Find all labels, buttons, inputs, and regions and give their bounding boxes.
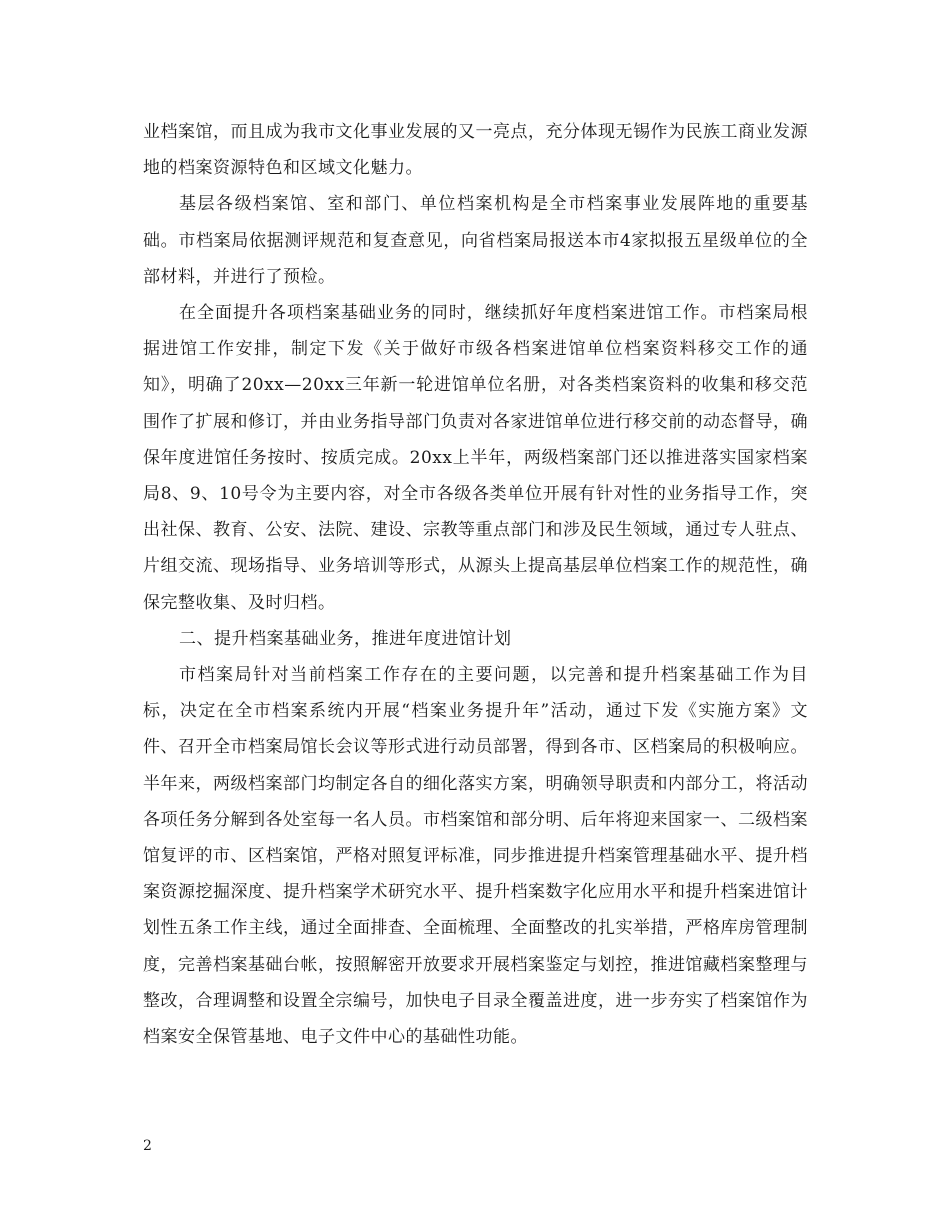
document-body [143,114,808,1055]
paragraph-3: 在全面提升各项档案基础业务的同时，继续抓好年度档案进馆工作。市档案局根据进馆工作安排，制定下发《关于做好市级各档案进馆单位档案资料移交工作的通知》，明确了20xx—20xx三年新一轮进馆单位名册，对各类档案资料的收集和移交范围作了扩展和修订，并由业务指导部门负责对各家进馆单位进行移交前的动态督导，确保年度进馆任务按时、按质完成。20xx上半年，两级档案部门还以推进落实国家档案局8、9、10号令为主要内容，对全市各级各类单位开展有针对性的业务指导工作，突出社保、教育、公安、法院、建设、宗教等重点部门和涉及民生领域，通过专人驻点、片组交流、现场指导、业务培训等形式，从源头上提高基层单位档案工作的规范性，确保完整收集、及时归档。 [143,303,808,613]
page-number: 2 [143,1138,152,1154]
section-heading: 二、提升档案基础业务，推进年度进馆计划 [179,628,512,649]
paragraph-2: 基层各级档案馆、室和部门、单位档案机构是全市档案事业发展阵地的重要基础。市档案局依据测评规范和复查意见，向省档案局报送本市4家拟报五星级单位的全部材料，并进行了预检。 [143,194,808,287]
paragraph-5: 市档案局针对当前档案工作存在的主要问题，以完善和提升档案基础工作为目标，决定在全市档案系统内开展“档案业务提升年”活动，通过下发《实施方案》文件、召开全市档案局馆长会议等形式进行动员部署，得到各市、区档案局的积极响应。半年来，两级档案部门均制定各自的细化落实方案，明确领导职责和内部分工，将活动各项任务分解到各处室每一名人员。市档案馆和部分明、后年将迎来国家一、二级档案馆复评的市、区档案馆，严格对照复评标准，同步推进提升档案管理基础水平、提升档案资源挖掘深度、提升档案学术研究水平、提升档案数字化应用水平和提升档案进馆计划性五条工作主线，通过全面排查、全面梳理、全面整改的扎实举措，严格库房管理制度，完善档案基础台帐，按照解密开放要求开展档案鉴定与划控，推进馆藏档案整理与整改，合理调整和设置全宗编号，加快电子目录全覆盖进度，进一步夯实了档案馆作为档案安全保管基地、电子文件中心的基础性功能。 [143,665,808,1048]
paragraph-1: 业档案馆，而且成为我市文化事业发展的又一亮点，充分体现无锡作为民族工商业发源地的档案资源特色和区域文化魅力。 [143,122,808,179]
